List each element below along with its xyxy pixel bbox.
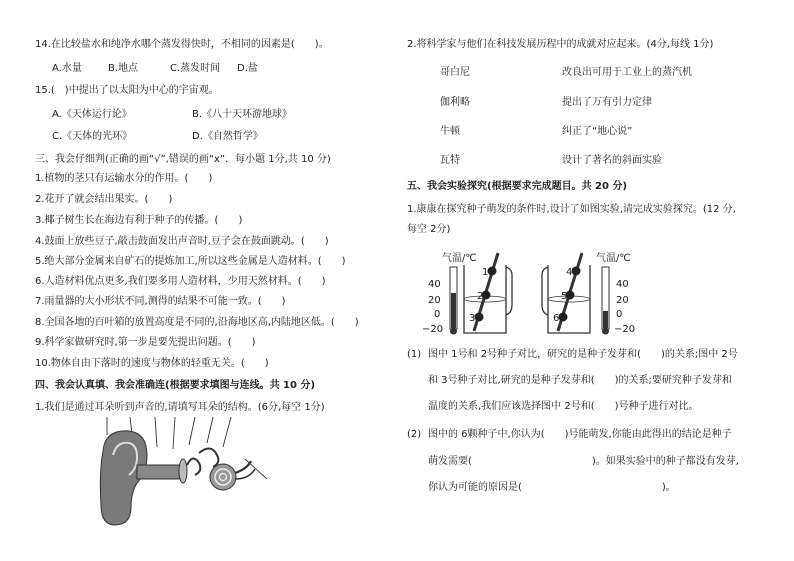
q14-option-d: D.盐 xyxy=(237,63,258,74)
question-2: 2.将科学家与他们在科技发展历程中的成就对应起来。(4分,每线 1分) xyxy=(407,39,714,50)
q14-option-a: A.水量 xyxy=(52,63,82,74)
cochlea-shape xyxy=(210,464,236,490)
scientist-newton: 牛顿 xyxy=(440,126,460,137)
seed-label-2: 2 xyxy=(477,291,484,302)
q14-option-c: C.蒸发时间 xyxy=(170,63,221,74)
section-4-heading: 四、我会认真填、我会准确连(根据要求填图与连线。共 10 分) xyxy=(35,380,316,391)
judge-item-4: 4.鼓面上放些豆子,敲击鼓面发出声音时,豆子会在鼓面跳动。( ) xyxy=(35,236,329,247)
seed-label-4: 4 xyxy=(566,267,573,278)
question-15: 15.( )中提出了以太阳为中心的宇宙观。 xyxy=(35,85,219,96)
section-4-question-1: 1.我们是通过耳朵听到声音的,请填写耳朵的结构。(6分,每空 1分) xyxy=(35,402,325,413)
judge-item-6: 6.人造材料优点更多,我们要多用人造材料，少用天然材料。( ) xyxy=(35,276,326,287)
judge-item-7: 7.雨量器的大小形状不同,测得的结果不可能一致。( ) xyxy=(35,296,286,307)
judge-item-8: 8.全国各地的百叶箱的放置高度是不同的,沿海地区高,内陆地区低。( ) xyxy=(35,317,359,328)
q15-option-d: D.《自然哲学》 xyxy=(192,131,263,142)
tick-left-minus20: −20 xyxy=(422,324,444,335)
sub-question-2-number: (2) xyxy=(407,429,422,440)
q14-option-b: B.地点 xyxy=(108,63,139,74)
tick-right-minus20: −20 xyxy=(614,324,636,335)
judge-item-9: 9.科学家做研究时,第一步是要先提出问题。( ) xyxy=(35,337,256,348)
judge-item-3: 3.椰子树生长在海边有利于种子的传播。( ) xyxy=(35,215,243,226)
q15-option-b: B.《八十天环游地球》 xyxy=(192,109,293,120)
tick-right-20: 20 xyxy=(616,295,629,306)
seed-3 xyxy=(475,313,484,322)
scientist-watt: 瓦特 xyxy=(440,155,460,166)
sub-question-2-line-1: 图中的 6颗种子中,你认为( )号能萌发,你能由此得出的结论是种子 xyxy=(428,429,732,440)
thermometer-label-left: 气温/℃ xyxy=(442,253,477,264)
judge-item-2: 2.花开了就会结出果实。( ) xyxy=(35,194,173,205)
tick-left-40: 40 xyxy=(428,279,441,290)
ear-canal-shape xyxy=(137,465,181,479)
tick-left-20: 20 xyxy=(428,295,441,306)
ear-structure-figure xyxy=(95,413,280,533)
tick-left-0: 0 xyxy=(434,309,441,320)
tick-right-0: 0 xyxy=(616,309,623,320)
seed-germination-figure xyxy=(420,245,650,340)
judge-item-1: 1.植物的茎只有运输水分的作用。( ) xyxy=(35,173,213,184)
seed-label-5: 5 xyxy=(561,291,568,302)
judge-item-5: 5.绝大部分金属来自矿石的提炼加工,所以这些金属是人造材料。( ) xyxy=(35,256,346,267)
sub-question-2-line-2: 萌发需要( )。如果实验中的种子都没有发芽, xyxy=(428,456,739,467)
section-5-heading: 五、我会实验探究(根据要求完成题目。共 20 分) xyxy=(407,181,628,192)
q15-option-c: C.《天体的光环》 xyxy=(52,131,133,142)
seed-label-3: 3 xyxy=(469,313,476,324)
achievement-geocentric: 纠正了“地心说” xyxy=(562,126,633,137)
seed-label-1: 1 xyxy=(482,267,489,278)
seed-4 xyxy=(572,267,581,276)
sub-question-1-line-2: 和 3号种子对比,研究的是种子发芽和( )的关系;要研究种子发芽和 xyxy=(428,375,732,386)
section-3-heading: 三、我会仔细判(正确的画“√”,错误的画“x”．每小题 1分,共 10 分) xyxy=(35,154,331,165)
sub-question-1-line-3: 温度的关系,我们应该选择图中 2号和( )号种子进行对比。 xyxy=(428,401,699,412)
judge-item-10: 10.物体自由下落时的速度与物体的轻重无关。( ) xyxy=(35,358,269,369)
seed-1 xyxy=(488,267,497,276)
experiment-question-1: 1.康康在探究种子萌发的条件时,设计了如图实验,请完成实验探究。(12 分, xyxy=(407,204,736,215)
sub-question-1-line-1: 图中 1号和 2号种子对比，研究的是种子发芽和( )的关系;图中 2号 xyxy=(428,349,738,360)
scientist-copernicus: 哥白尼 xyxy=(440,67,470,78)
seed-6 xyxy=(559,313,568,322)
achievement-incline: 设计了著名的斜面实验 xyxy=(562,155,662,166)
q15-option-a: A.《天体运行论》 xyxy=(52,109,132,120)
tick-right-40: 40 xyxy=(616,279,629,290)
experiment-question-1-cont: 每空 2分) xyxy=(407,224,451,235)
achievement-steam-engine: 改良出可用于工业上的蒸汽机 xyxy=(562,67,692,78)
question-14: 14.在比较盐水和纯净水哪个蒸发得快时，不相同的因素是( )。 xyxy=(35,39,329,50)
scientist-galileo: 伽利略 xyxy=(440,97,470,108)
seed-label-6: 6 xyxy=(553,313,560,324)
thermometer-label-right: 气温/℃ xyxy=(596,253,631,264)
achievement-gravitation: 提出了万有引力定律 xyxy=(562,97,652,108)
sub-question-2-line-3: 你认为可能的原因是( )。 xyxy=(428,482,676,493)
sub-question-1-number: (1) xyxy=(407,349,422,360)
